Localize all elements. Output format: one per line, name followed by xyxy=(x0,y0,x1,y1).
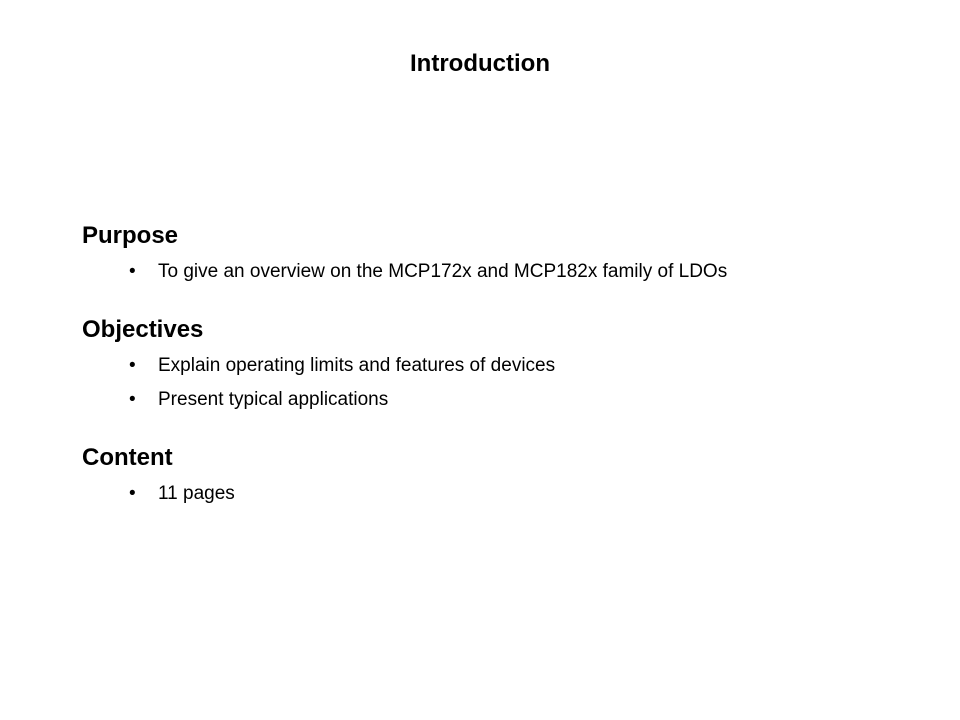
slide-body xyxy=(82,220,922,506)
bullet-text: Present typical applications xyxy=(158,389,389,410)
bullet-item xyxy=(82,354,922,378)
bullet-list-objectives xyxy=(82,354,922,412)
bullet-text: Explain operating limits and features of devices xyxy=(158,355,556,376)
bullet-icon: • xyxy=(129,483,136,504)
section-content xyxy=(82,442,922,506)
bullet-list-content xyxy=(82,482,922,506)
bullet-list-purpose xyxy=(82,260,922,284)
section-heading-content: Content xyxy=(82,444,173,471)
section-objectives xyxy=(82,314,922,412)
section-heading-objectives: Objectives xyxy=(82,316,204,343)
bullet-icon: • xyxy=(129,355,136,376)
bullet-item xyxy=(82,260,922,284)
bullet-item xyxy=(82,388,922,412)
bullet-item xyxy=(82,482,922,506)
bullet-icon: • xyxy=(129,261,136,282)
bullet-text: To give an overview on the MCP172x and MCP182x family of LDOs xyxy=(158,261,728,282)
section-heading-purpose: Purpose xyxy=(82,222,179,249)
bullet-icon: • xyxy=(129,389,136,410)
section-purpose xyxy=(82,220,922,284)
bullet-text: 11 pages xyxy=(158,483,235,504)
slide-title: Introduction xyxy=(410,50,550,77)
